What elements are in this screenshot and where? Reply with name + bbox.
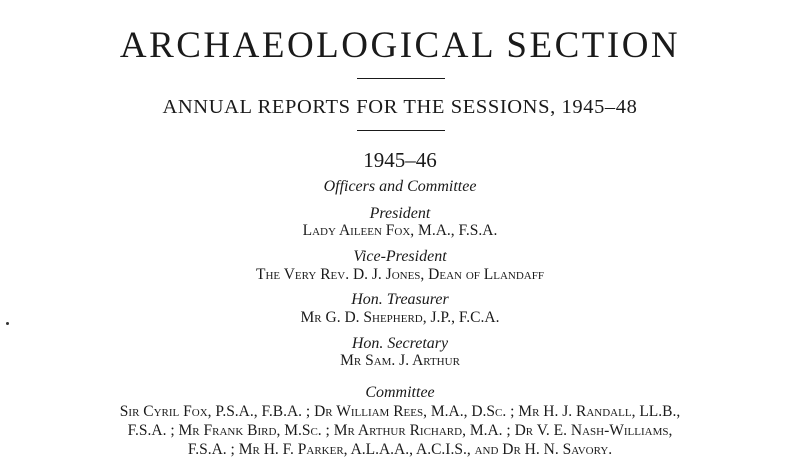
treasurer-label: Hon. Treasurer: [351, 291, 449, 308]
president-name: Lady Aileen Fox, M.A., F.S.A.: [302, 222, 498, 239]
committee-members-line: F.S.A. ; Mr Frank Bird, M.Sc. ; Mr Arthur Richard, M.A. ; Dr V. E. Nash-Williams,: [127, 422, 673, 439]
vice-president-name: The Very Rev. D. J. Jones, Dean of Llandaff: [256, 266, 544, 283]
vice-president-label: Vice-President: [353, 248, 447, 265]
subtitle-divider: [357, 130, 445, 131]
title-divider: [357, 78, 445, 79]
section-title: ARCHAEOLOGICAL SECTION: [119, 25, 681, 66]
reports-subtitle: ANNUAL REPORTS FOR THE SESSIONS, 1945–48: [162, 96, 638, 118]
officers-heading: Officers and Committee: [323, 178, 477, 195]
secretary-label: Hon. Secretary: [351, 335, 449, 352]
committee-label: Committee: [365, 384, 435, 401]
session-year: 1945–46: [363, 148, 437, 172]
president-label: President: [369, 205, 431, 222]
committee-members-line: Sir Cyril Fox, P.S.A., F.B.A. ; Dr William Rees, M.A., D.Sc. ; Mr H. J. Randall, LL.B.,: [119, 403, 681, 420]
stray-ink-mark: [6, 322, 9, 325]
treasurer-name: Mr G. D. Shepherd, J.P., F.C.A.: [300, 309, 500, 326]
secretary-name: Mr Sam. J. Arthur: [340, 352, 460, 369]
committee-members-line: F.S.A. ; Mr H. F. Parker, A.L.A.A., A.C.I.S., and Dr H. N. Savory.: [187, 441, 613, 458]
